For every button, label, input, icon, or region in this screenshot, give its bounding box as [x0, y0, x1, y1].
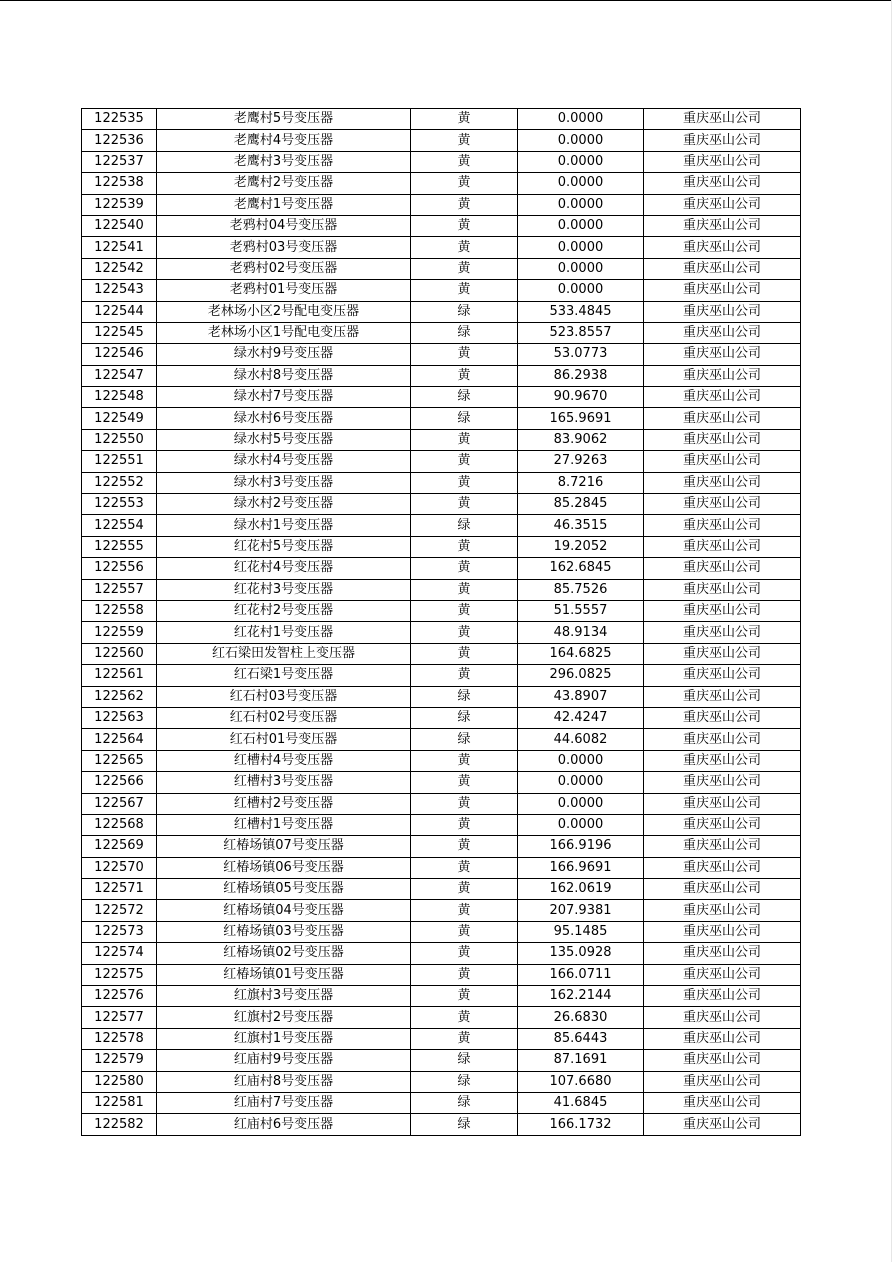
- transformer-name-cell: 红槽村3号变压器: [157, 772, 411, 793]
- transformer-name-cell: 红花村3号变压器: [157, 579, 411, 600]
- status-color-cell: 黄: [411, 215, 518, 236]
- status-color-cell: 黄: [411, 665, 518, 686]
- transformer-name-cell: 红庙村8号变压器: [157, 1071, 411, 1092]
- table-row: [82, 1071, 801, 1092]
- status-color-cell: 绿: [411, 322, 518, 343]
- company-cell: 重庆巫山公司: [644, 686, 801, 707]
- company-cell: 重庆巫山公司: [644, 301, 801, 322]
- table-row: [82, 408, 801, 429]
- transformer-name-cell: 绿水村4号变压器: [157, 451, 411, 472]
- transformer-name-cell: 红庙村9号变压器: [157, 1050, 411, 1071]
- row-id-cell: 122561: [82, 665, 157, 686]
- table-row: [82, 536, 801, 557]
- row-id-cell: 122539: [82, 194, 157, 215]
- value-cell: 0.0000: [518, 237, 644, 258]
- table-row: [82, 772, 801, 793]
- company-cell: 重庆巫山公司: [644, 194, 801, 215]
- row-id-cell: 122556: [82, 558, 157, 579]
- transformer-name-cell: 绿水村2号变压器: [157, 494, 411, 515]
- table-row: [82, 215, 801, 236]
- row-id-cell: 122563: [82, 707, 157, 728]
- company-cell: 重庆巫山公司: [644, 857, 801, 878]
- transformer-name-cell: 老鹰村3号变压器: [157, 151, 411, 172]
- row-id-cell: 122557: [82, 579, 157, 600]
- table-row: [82, 173, 801, 194]
- status-color-cell: 黄: [411, 857, 518, 878]
- status-color-cell: 黄: [411, 280, 518, 301]
- status-color-cell: 绿: [411, 1114, 518, 1135]
- value-cell: 19.2052: [518, 536, 644, 557]
- status-color-cell: 黄: [411, 258, 518, 279]
- transformer-name-cell: 红石梁田发智柱上变压器: [157, 643, 411, 664]
- table-row: [82, 451, 801, 472]
- transformer-name-cell: 红花村4号变压器: [157, 558, 411, 579]
- table-row: [82, 494, 801, 515]
- transformer-name-cell: 红旗村3号变压器: [157, 986, 411, 1007]
- row-id-cell: 122548: [82, 387, 157, 408]
- company-cell: 重庆巫山公司: [644, 365, 801, 386]
- company-cell: 重庆巫山公司: [644, 665, 801, 686]
- value-cell: 51.5557: [518, 600, 644, 621]
- transformer-name-cell: 红椿场镇05号变压器: [157, 879, 411, 900]
- table-row: [82, 1050, 801, 1071]
- table-row: [82, 344, 801, 365]
- company-cell: 重庆巫山公司: [644, 215, 801, 236]
- row-id-cell: 122543: [82, 280, 157, 301]
- company-cell: 重庆巫山公司: [644, 707, 801, 728]
- value-cell: 46.3515: [518, 515, 644, 536]
- row-id-cell: 122555: [82, 536, 157, 557]
- transformer-table: [81, 108, 801, 1136]
- row-id-cell: 122537: [82, 151, 157, 172]
- row-id-cell: 122541: [82, 237, 157, 258]
- company-cell: 重庆巫山公司: [644, 643, 801, 664]
- table-row: [82, 322, 801, 343]
- value-cell: 0.0000: [518, 258, 644, 279]
- value-cell: 53.0773: [518, 344, 644, 365]
- table-row: [82, 387, 801, 408]
- status-color-cell: 黄: [411, 365, 518, 386]
- value-cell: 135.0928: [518, 943, 644, 964]
- company-cell: 重庆巫山公司: [644, 515, 801, 536]
- table-row: [82, 857, 801, 878]
- table-row: [82, 622, 801, 643]
- transformer-name-cell: 红槽村1号变压器: [157, 814, 411, 835]
- value-cell: 48.9134: [518, 622, 644, 643]
- company-cell: 重庆巫山公司: [644, 772, 801, 793]
- company-cell: 重庆巫山公司: [644, 1114, 801, 1135]
- transformer-name-cell: 绿水村3号变压器: [157, 472, 411, 493]
- value-cell: 85.6443: [518, 1028, 644, 1049]
- status-color-cell: 黄: [411, 130, 518, 151]
- value-cell: 8.7216: [518, 472, 644, 493]
- company-cell: 重庆巫山公司: [644, 964, 801, 985]
- table-row: [82, 194, 801, 215]
- row-id-cell: 122564: [82, 729, 157, 750]
- table-row: [82, 707, 801, 728]
- status-color-cell: 黄: [411, 643, 518, 664]
- transformer-name-cell: 老鹰村1号变压器: [157, 194, 411, 215]
- table-row: [82, 1092, 801, 1113]
- status-color-cell: 黄: [411, 600, 518, 621]
- table-row: [82, 836, 801, 857]
- transformer-name-cell: 红椿场镇02号变压器: [157, 943, 411, 964]
- transformer-name-cell: 红花村5号变压器: [157, 536, 411, 557]
- transformer-name-cell: 红庙村6号变压器: [157, 1114, 411, 1135]
- company-cell: 重庆巫山公司: [644, 451, 801, 472]
- row-id-cell: 122550: [82, 429, 157, 450]
- row-id-cell: 122559: [82, 622, 157, 643]
- transformer-name-cell: 红庙村7号变压器: [157, 1092, 411, 1113]
- value-cell: 0.0000: [518, 173, 644, 194]
- status-color-cell: 黄: [411, 964, 518, 985]
- status-color-cell: 黄: [411, 814, 518, 835]
- value-cell: 95.1485: [518, 921, 644, 942]
- row-id-cell: 122535: [82, 109, 157, 130]
- company-cell: 重庆巫山公司: [644, 1092, 801, 1113]
- table-row: [82, 472, 801, 493]
- transformer-name-cell: 绿水村6号变压器: [157, 408, 411, 429]
- company-cell: 重庆巫山公司: [644, 900, 801, 921]
- status-color-cell: 绿: [411, 515, 518, 536]
- status-color-cell: 黄: [411, 194, 518, 215]
- row-id-cell: 122574: [82, 943, 157, 964]
- transformer-name-cell: 绿水村1号变压器: [157, 515, 411, 536]
- table-row: [82, 109, 801, 130]
- value-cell: 41.6845: [518, 1092, 644, 1113]
- row-id-cell: 122545: [82, 322, 157, 343]
- table-row: [82, 879, 801, 900]
- transformer-name-cell: 红椿场镇03号变压器: [157, 921, 411, 942]
- value-cell: 165.9691: [518, 408, 644, 429]
- transformer-name-cell: 老鸦村04号变压器: [157, 215, 411, 236]
- status-color-cell: 黄: [411, 472, 518, 493]
- company-cell: 重庆巫山公司: [644, 836, 801, 857]
- company-cell: 重庆巫山公司: [644, 729, 801, 750]
- transformer-name-cell: 老鸦村01号变压器: [157, 280, 411, 301]
- company-cell: 重庆巫山公司: [644, 387, 801, 408]
- status-color-cell: 黄: [411, 943, 518, 964]
- company-cell: 重庆巫山公司: [644, 494, 801, 515]
- transformer-name-cell: 老鹰村5号变压器: [157, 109, 411, 130]
- status-color-cell: 绿: [411, 1050, 518, 1071]
- status-color-cell: 黄: [411, 451, 518, 472]
- company-cell: 重庆巫山公司: [644, 472, 801, 493]
- value-cell: 0.0000: [518, 793, 644, 814]
- page-top-rule: [0, 0, 892, 1]
- transformer-name-cell: 老鹰村2号变压器: [157, 173, 411, 194]
- value-cell: 83.9062: [518, 429, 644, 450]
- table-row: [82, 1114, 801, 1135]
- row-id-cell: 122580: [82, 1071, 157, 1092]
- transformer-name-cell: 红槽村2号变压器: [157, 793, 411, 814]
- status-color-cell: 黄: [411, 921, 518, 942]
- value-cell: 166.9196: [518, 836, 644, 857]
- table-row: [82, 793, 801, 814]
- row-id-cell: 122536: [82, 130, 157, 151]
- value-cell: 26.6830: [518, 1007, 644, 1028]
- status-color-cell: 绿: [411, 1092, 518, 1113]
- table-row: [82, 280, 801, 301]
- table-row: [82, 900, 801, 921]
- transformer-table-body: [82, 109, 801, 1136]
- row-id-cell: 122560: [82, 643, 157, 664]
- company-cell: 重庆巫山公司: [644, 879, 801, 900]
- row-id-cell: 122570: [82, 857, 157, 878]
- table-row: [82, 151, 801, 172]
- company-cell: 重庆巫山公司: [644, 173, 801, 194]
- company-cell: 重庆巫山公司: [644, 280, 801, 301]
- status-color-cell: 绿: [411, 1071, 518, 1092]
- company-cell: 重庆巫山公司: [644, 151, 801, 172]
- value-cell: 0.0000: [518, 772, 644, 793]
- value-cell: 533.4845: [518, 301, 644, 322]
- table-row: [82, 729, 801, 750]
- row-id-cell: 122566: [82, 772, 157, 793]
- row-id-cell: 122577: [82, 1007, 157, 1028]
- company-cell: 重庆巫山公司: [644, 986, 801, 1007]
- value-cell: 162.6845: [518, 558, 644, 579]
- row-id-cell: 122538: [82, 173, 157, 194]
- status-color-cell: 黄: [411, 900, 518, 921]
- status-color-cell: 绿: [411, 387, 518, 408]
- status-color-cell: 黄: [411, 579, 518, 600]
- table-row: [82, 558, 801, 579]
- status-color-cell: 黄: [411, 622, 518, 643]
- row-id-cell: 122558: [82, 600, 157, 621]
- status-color-cell: 黄: [411, 750, 518, 771]
- row-id-cell: 122551: [82, 451, 157, 472]
- transformer-name-cell: 红石村02号变压器: [157, 707, 411, 728]
- transformer-name-cell: 红旗村1号变压器: [157, 1028, 411, 1049]
- table-row: [82, 750, 801, 771]
- value-cell: 0.0000: [518, 109, 644, 130]
- transformer-name-cell: 老鸦村02号变压器: [157, 258, 411, 279]
- row-id-cell: 122567: [82, 793, 157, 814]
- company-cell: 重庆巫山公司: [644, 344, 801, 365]
- transformer-name-cell: 红椿场镇06号变压器: [157, 857, 411, 878]
- status-color-cell: 黄: [411, 793, 518, 814]
- company-cell: 重庆巫山公司: [644, 814, 801, 835]
- value-cell: 164.6825: [518, 643, 644, 664]
- transformer-name-cell: 红旗村2号变压器: [157, 1007, 411, 1028]
- table-row: [82, 986, 801, 1007]
- status-color-cell: 绿: [411, 729, 518, 750]
- row-id-cell: 122542: [82, 258, 157, 279]
- status-color-cell: 黄: [411, 109, 518, 130]
- company-cell: 重庆巫山公司: [644, 750, 801, 771]
- row-id-cell: 122579: [82, 1050, 157, 1071]
- table-row: [82, 579, 801, 600]
- row-id-cell: 122562: [82, 686, 157, 707]
- table-row: [82, 258, 801, 279]
- transformer-name-cell: 红椿场镇01号变压器: [157, 964, 411, 985]
- value-cell: 107.6680: [518, 1071, 644, 1092]
- value-cell: 162.0619: [518, 879, 644, 900]
- row-id-cell: 122568: [82, 814, 157, 835]
- transformer-name-cell: 绿水村8号变压器: [157, 365, 411, 386]
- table-row: [82, 643, 801, 664]
- status-color-cell: 绿: [411, 686, 518, 707]
- transformer-name-cell: 老林场小区2号配电变压器: [157, 301, 411, 322]
- table-row: [82, 686, 801, 707]
- row-id-cell: 122575: [82, 964, 157, 985]
- row-id-cell: 122549: [82, 408, 157, 429]
- value-cell: 0.0000: [518, 194, 644, 215]
- company-cell: 重庆巫山公司: [644, 1028, 801, 1049]
- value-cell: 0.0000: [518, 814, 644, 835]
- value-cell: 0.0000: [518, 280, 644, 301]
- company-cell: 重庆巫山公司: [644, 1050, 801, 1071]
- company-cell: 重庆巫山公司: [644, 536, 801, 557]
- transformer-name-cell: 绿水村7号变压器: [157, 387, 411, 408]
- status-color-cell: 黄: [411, 558, 518, 579]
- company-cell: 重庆巫山公司: [644, 237, 801, 258]
- status-color-cell: 黄: [411, 1007, 518, 1028]
- value-cell: 523.8557: [518, 322, 644, 343]
- row-id-cell: 122576: [82, 986, 157, 1007]
- value-cell: 87.1691: [518, 1050, 644, 1071]
- status-color-cell: 黄: [411, 836, 518, 857]
- table-row: [82, 429, 801, 450]
- row-id-cell: 122571: [82, 879, 157, 900]
- status-color-cell: 黄: [411, 173, 518, 194]
- row-id-cell: 122546: [82, 344, 157, 365]
- company-cell: 重庆巫山公司: [644, 600, 801, 621]
- transformer-name-cell: 绿水村5号变压器: [157, 429, 411, 450]
- row-id-cell: 122553: [82, 494, 157, 515]
- transformer-name-cell: 老鹰村4号变压器: [157, 130, 411, 151]
- transformer-name-cell: 红花村1号变压器: [157, 622, 411, 643]
- table-row: [82, 365, 801, 386]
- value-cell: 0.0000: [518, 215, 644, 236]
- value-cell: 85.7526: [518, 579, 644, 600]
- company-cell: 重庆巫山公司: [644, 109, 801, 130]
- status-color-cell: 黄: [411, 429, 518, 450]
- company-cell: 重庆巫山公司: [644, 130, 801, 151]
- row-id-cell: 122572: [82, 900, 157, 921]
- value-cell: 166.0711: [518, 964, 644, 985]
- value-cell: 86.2938: [518, 365, 644, 386]
- status-color-cell: 黄: [411, 772, 518, 793]
- company-cell: 重庆巫山公司: [644, 258, 801, 279]
- status-color-cell: 绿: [411, 408, 518, 429]
- table-row: [82, 515, 801, 536]
- table-row: [82, 943, 801, 964]
- value-cell: 90.9670: [518, 387, 644, 408]
- transformer-name-cell: 红椿场镇04号变压器: [157, 900, 411, 921]
- status-color-cell: 绿: [411, 707, 518, 728]
- table-row: [82, 1028, 801, 1049]
- value-cell: 42.4247: [518, 707, 644, 728]
- table-row: [82, 237, 801, 258]
- table-row: [82, 921, 801, 942]
- value-cell: 207.9381: [518, 900, 644, 921]
- row-id-cell: 122582: [82, 1114, 157, 1135]
- company-cell: 重庆巫山公司: [644, 322, 801, 343]
- row-id-cell: 122554: [82, 515, 157, 536]
- status-color-cell: 黄: [411, 494, 518, 515]
- value-cell: 0.0000: [518, 151, 644, 172]
- value-cell: 166.1732: [518, 1114, 644, 1135]
- company-cell: 重庆巫山公司: [644, 1007, 801, 1028]
- value-cell: 296.0825: [518, 665, 644, 686]
- status-color-cell: 黄: [411, 879, 518, 900]
- status-color-cell: 黄: [411, 151, 518, 172]
- company-cell: 重庆巫山公司: [644, 622, 801, 643]
- company-cell: 重庆巫山公司: [644, 408, 801, 429]
- row-id-cell: 122565: [82, 750, 157, 771]
- value-cell: 27.9263: [518, 451, 644, 472]
- company-cell: 重庆巫山公司: [644, 579, 801, 600]
- row-id-cell: 122569: [82, 836, 157, 857]
- transformer-name-cell: 红槽村4号变压器: [157, 750, 411, 771]
- company-cell: 重庆巫山公司: [644, 943, 801, 964]
- row-id-cell: 122578: [82, 1028, 157, 1049]
- table-row: [82, 130, 801, 151]
- value-cell: 43.8907: [518, 686, 644, 707]
- table-row: [82, 665, 801, 686]
- table-row: [82, 301, 801, 322]
- company-cell: 重庆巫山公司: [644, 558, 801, 579]
- status-color-cell: 黄: [411, 1028, 518, 1049]
- status-color-cell: 绿: [411, 301, 518, 322]
- row-id-cell: 122552: [82, 472, 157, 493]
- status-color-cell: 黄: [411, 344, 518, 365]
- transformer-name-cell: 红石村01号变压器: [157, 729, 411, 750]
- company-cell: 重庆巫山公司: [644, 793, 801, 814]
- transformer-name-cell: 红石梁1号变压器: [157, 665, 411, 686]
- company-cell: 重庆巫山公司: [644, 1071, 801, 1092]
- value-cell: 44.6082: [518, 729, 644, 750]
- status-color-cell: 黄: [411, 237, 518, 258]
- row-id-cell: 122540: [82, 215, 157, 236]
- transformer-name-cell: 绿水村9号变压器: [157, 344, 411, 365]
- company-cell: 重庆巫山公司: [644, 921, 801, 942]
- status-color-cell: 黄: [411, 986, 518, 1007]
- transformer-name-cell: 红石村03号变压器: [157, 686, 411, 707]
- company-cell: 重庆巫山公司: [644, 429, 801, 450]
- status-color-cell: 黄: [411, 536, 518, 557]
- row-id-cell: 122581: [82, 1092, 157, 1113]
- transformer-name-cell: 老林场小区1号配电变压器: [157, 322, 411, 343]
- row-id-cell: 122547: [82, 365, 157, 386]
- table-row: [82, 1007, 801, 1028]
- table-row: [82, 814, 801, 835]
- transformer-name-cell: 红椿场镇07号变压器: [157, 836, 411, 857]
- table-row: [82, 964, 801, 985]
- value-cell: 162.2144: [518, 986, 644, 1007]
- transformer-name-cell: 老鸦村03号变压器: [157, 237, 411, 258]
- value-cell: 0.0000: [518, 130, 644, 151]
- transformer-name-cell: 红花村2号变压器: [157, 600, 411, 621]
- value-cell: 85.2845: [518, 494, 644, 515]
- value-cell: 0.0000: [518, 750, 644, 771]
- row-id-cell: 122544: [82, 301, 157, 322]
- table-row: [82, 600, 801, 621]
- value-cell: 166.9691: [518, 857, 644, 878]
- row-id-cell: 122573: [82, 921, 157, 942]
